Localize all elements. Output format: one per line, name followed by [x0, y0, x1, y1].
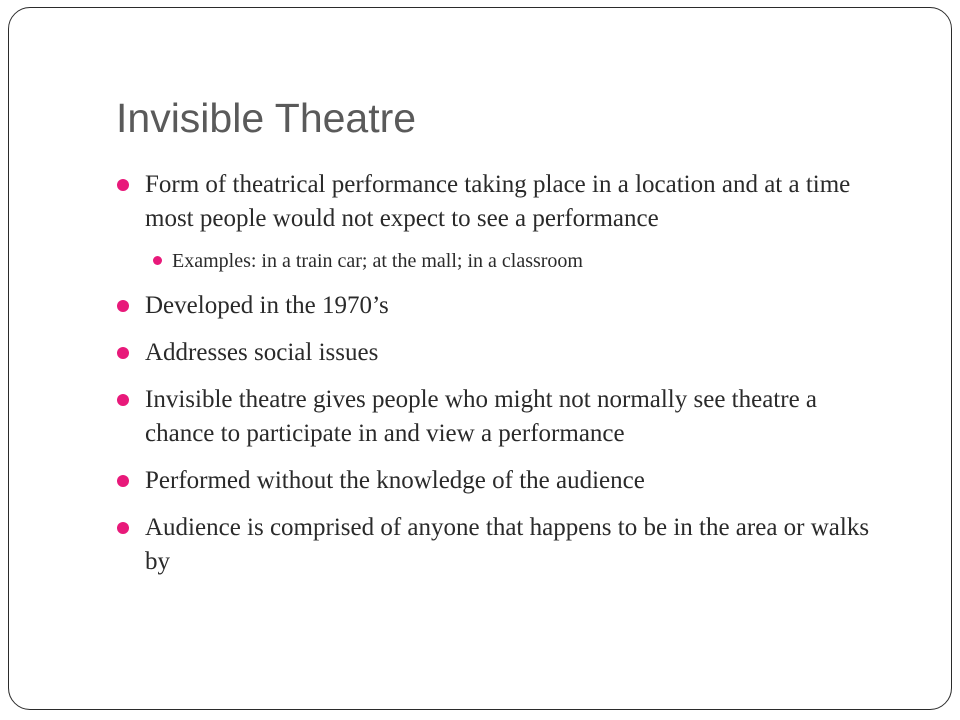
bullet-text: Addresses social issues	[145, 339, 379, 366]
bullet-dot-icon	[117, 394, 129, 406]
bullet-text: Invisible theatre gives people who might not normally see theatre a chance to participate in and view a performance	[145, 386, 818, 447]
bullet-list	[112, 168, 882, 592]
bullet-item	[112, 383, 882, 451]
bullet-item	[112, 168, 882, 236]
slide-frame	[8, 7, 952, 710]
bullet-dot-icon	[153, 256, 162, 265]
bullet-item	[112, 289, 882, 323]
bullet-dot-icon	[117, 522, 129, 534]
bullet-text: Form of theatrical performance taking place in a location and at a time most people would not expect to see a performance	[145, 171, 851, 232]
slide-title: Invisible Theatre	[116, 95, 417, 141]
bullet-text: Performed without the knowledge of the audience	[145, 467, 645, 494]
bullet-item	[112, 464, 882, 498]
sub-bullet-text: Examples: in a train car; at the mall; in a classroom	[172, 250, 583, 272]
bullet-item	[112, 511, 882, 579]
bullet-item	[112, 336, 882, 370]
bullet-dot-icon	[117, 300, 129, 312]
bullet-dot-icon	[117, 179, 129, 191]
bullet-dot-icon	[117, 475, 129, 487]
sub-bullet-item	[112, 247, 882, 275]
bullet-text: Developed in the 1970’s	[145, 292, 389, 319]
bullet-text: Audience is comprised of anyone that happens to be in the area or walks by	[145, 514, 870, 575]
bullet-dot-icon	[117, 347, 129, 359]
